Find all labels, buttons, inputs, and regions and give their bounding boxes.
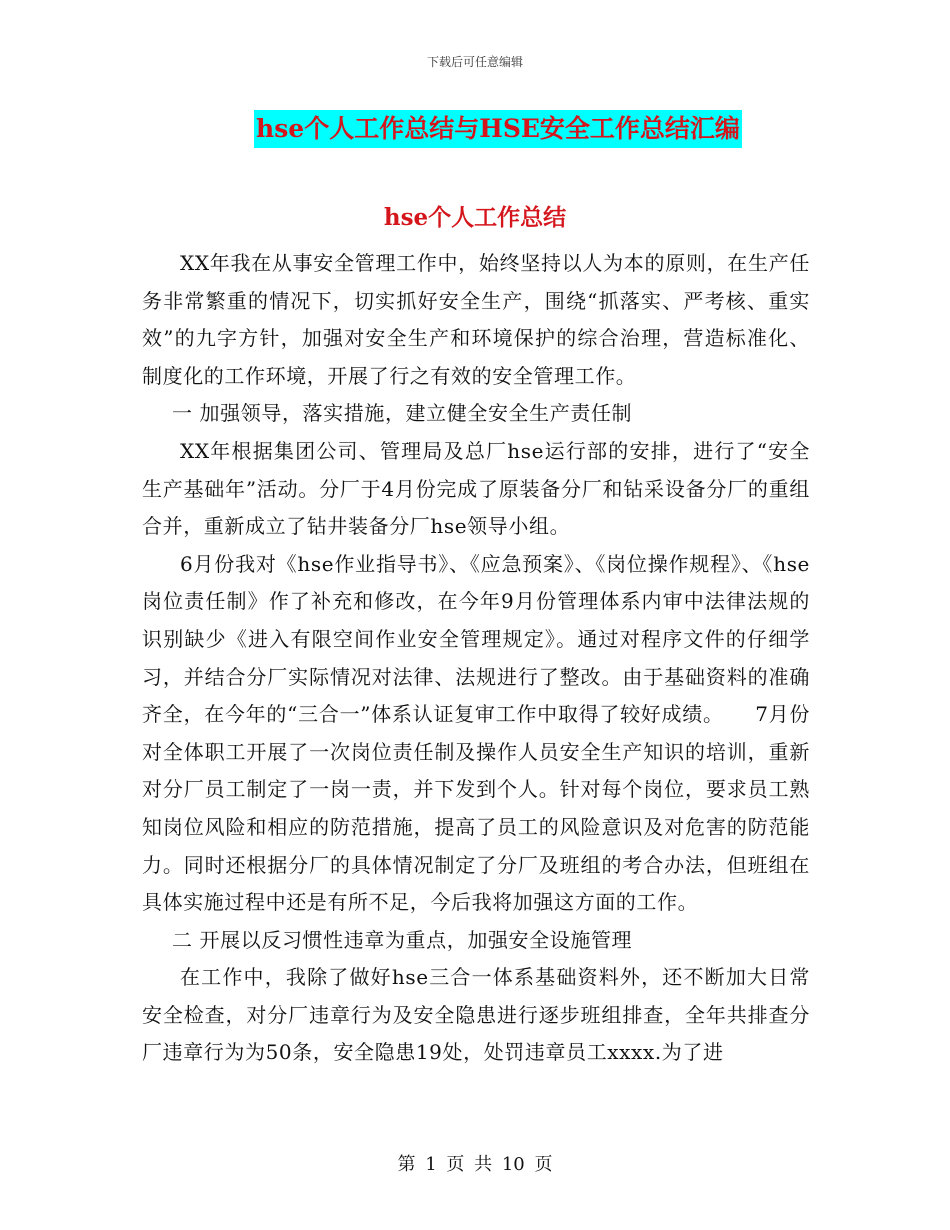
body-heading: 二 开展以反习惯性违章为重点，加强安全设施管理 — [172, 927, 633, 952]
page-header-note: 下载后可任意编辑 — [426, 55, 523, 69]
document-title-container — [0, 110, 950, 148]
section-title: hse个人工作总结 — [383, 204, 567, 231]
body-paragraph: 6月份我对《hse作业指导书》、《应急预案》、《岗位操作规程》、《hse岗位责任制》作了补充和修改，在今年9月份管理体系内审中法律法规的识别缺少《进入有限空间作业安全管理规定》。通过对程序文件的仔细学习，并结合分厂实际情况对法律、法规进行了整改。由于基础资料的准确齐全，在今年的“三合一”体系认证复审工作中取得了较好成绩。 7月份对全体职工开展了一次岗位责任制及操作人员安全生产知识的培训，重新对分厂员工制定了一岗一责，并下发到个人。针对每个岗位，要求员工熟知岗位风险和相应的防范措施，提高了员工的风险意识及对危害的防范能力。同时还根据分厂的具体情况制定了分厂及班组的考合办法，但班组在具体实施过程中还是有所不足，今后我将加强这方面的工作。 — [142, 551, 810, 915]
document-body — [142, 245, 810, 1072]
body-paragraph: XX年根据集团公司、管理局及总厂hse运行部的安排，进行了“安全生产基础年”活动。分厂于4月份完成了原装备分厂和钻采设备分厂的重组合并，重新成立了钻井装备分厂hse领导小组。 — [142, 438, 810, 539]
body-paragraph: XX年我在从事安全管理工作中，始终坚持以人为本的原则，在生产任务非常繁重的情况下，切实抓好安全生产，围绕“抓落实、严考核、重实效”的九字方针，加强对安全生产和环境保护的综合治理，营造标准化、制度化的工作环境，开展了行之有效的安全管理工作。 — [142, 251, 810, 388]
body-heading: 一 加强领导，落实措施，建立健全安全生产责任制 — [172, 401, 633, 426]
document-title: hse个人工作总结与HSE安全工作总结汇编 — [254, 110, 742, 148]
body-paragraph: 在工作中，我除了做好hse三合一体系基础资料外，还不断加大日常安全检查，对分厂违章行为及安全隐患进行逐步班组排查，全年共排查分厂违章行为为50条，安全隐患19处，处罚违章员工xxxx.为了进 — [142, 965, 810, 1065]
page-number: 第 1 页 共 10 页 — [397, 1154, 553, 1175]
